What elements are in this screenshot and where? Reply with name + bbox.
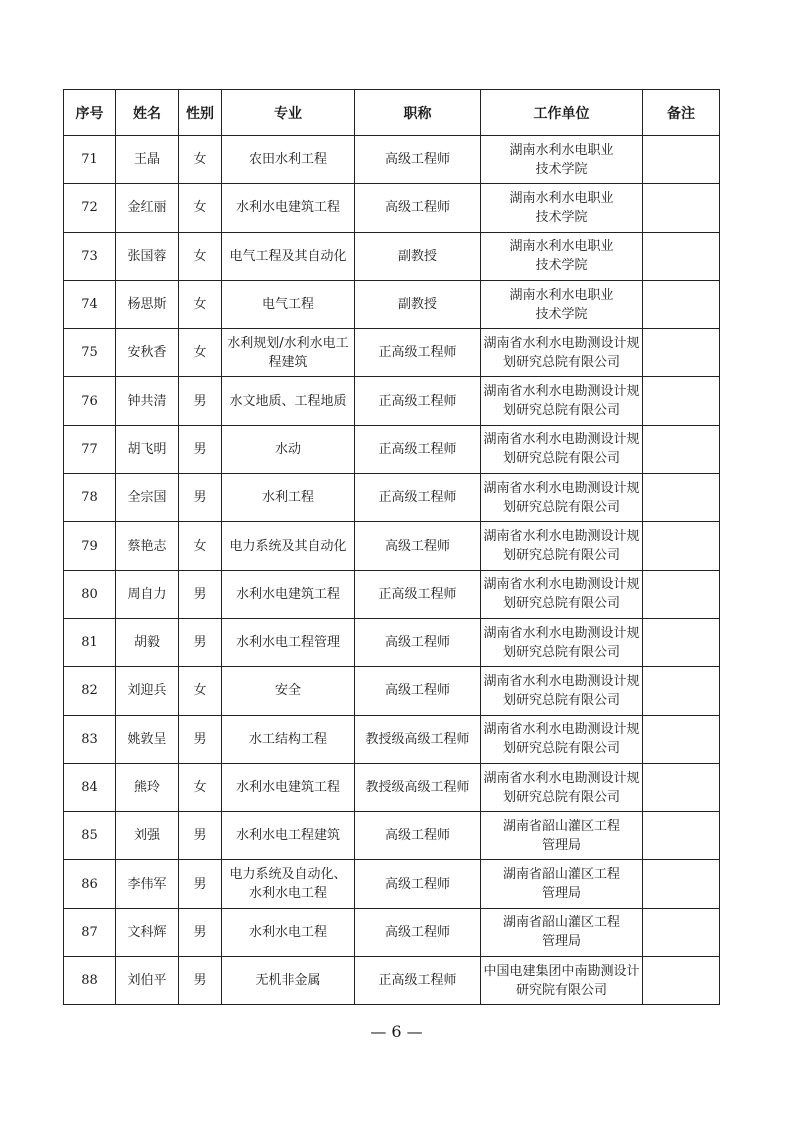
- cell-serial: 83: [64, 715, 116, 763]
- cell-unit: [481, 957, 643, 1005]
- cell-name: 胡毅: [116, 618, 179, 666]
- cell-note: [643, 136, 720, 184]
- cell-serial: 82: [64, 667, 116, 715]
- cell-title-line: 高级工程师: [384, 200, 450, 216]
- cell-title: [355, 715, 481, 763]
- cell-gender: 女: [179, 667, 222, 715]
- table-row: [64, 715, 720, 763]
- cell-unit-line: 技术学院: [535, 258, 588, 274]
- cell-note: [643, 377, 720, 425]
- cell-title-line: 高级工程师: [384, 635, 450, 651]
- cell-major-line: 水利水电工程管理: [235, 635, 340, 651]
- cell-title: [355, 908, 481, 956]
- cell-unit: [481, 618, 643, 666]
- cell-gender: 男: [179, 715, 222, 763]
- cell-unit-line: 划研究总院有限公司: [502, 403, 620, 419]
- cell-unit-line: 划研究总院有限公司: [502, 499, 620, 515]
- cell-major: [222, 860, 355, 908]
- cell-unit-line: 划研究总院有限公司: [502, 741, 620, 757]
- cell-unit: [481, 280, 643, 328]
- cell-major: [222, 763, 355, 811]
- cell-unit-line: 湖南省水利水电勘测设计规: [483, 432, 640, 448]
- cell-gender: 男: [179, 618, 222, 666]
- cell-note: [643, 715, 720, 763]
- cell-unit-line: 划研究总院有限公司: [502, 451, 620, 467]
- cell-gender: 女: [179, 232, 222, 280]
- cell-gender: 男: [179, 425, 222, 473]
- cell-title: [355, 425, 481, 473]
- cell-unit: [481, 570, 643, 618]
- cell-major-line: 水利水电工程: [248, 886, 327, 902]
- cell-unit-line: 湖南省韶山灌区工程: [502, 818, 620, 834]
- cell-unit-line: 划研究总院有限公司: [502, 548, 620, 564]
- cell-major: [222, 329, 355, 377]
- cell-title: [355, 763, 481, 811]
- cell-major-line: 农田水利工程: [248, 152, 327, 168]
- cell-title-line: 正高级工程师: [378, 441, 457, 457]
- cell-serial: 78: [64, 474, 116, 522]
- cell-serial: 85: [64, 812, 116, 860]
- cell-major-line: 电力系统及其自动化: [229, 538, 347, 554]
- cell-title-line: 正高级工程师: [378, 345, 457, 361]
- cell-gender: 女: [179, 522, 222, 570]
- cell-serial: 71: [64, 136, 116, 184]
- cell-name: 熊玲: [116, 763, 179, 811]
- cell-major: [222, 474, 355, 522]
- cell-major-line: 水利工程: [261, 490, 314, 506]
- cell-name: 全宗国: [116, 474, 179, 522]
- cell-note: [643, 667, 720, 715]
- cell-major-line: 水利水电工程: [248, 924, 327, 940]
- cell-serial: 80: [64, 570, 116, 618]
- cell-major: [222, 280, 355, 328]
- cell-note: [643, 425, 720, 473]
- header-note: 备注: [643, 90, 720, 136]
- cell-unit-line: 管理局: [541, 934, 581, 950]
- cell-gender: 男: [179, 957, 222, 1005]
- cell-major-line: 电气工程及其自动化: [229, 248, 347, 264]
- cell-serial: 81: [64, 618, 116, 666]
- cell-note: [643, 474, 720, 522]
- cell-note: [643, 570, 720, 618]
- cell-title-line: 高级工程师: [384, 683, 450, 699]
- cell-title: [355, 618, 481, 666]
- cell-gender: 女: [179, 184, 222, 232]
- cell-unit: [481, 860, 643, 908]
- cell-unit-line: 划研究总院有限公司: [502, 596, 620, 612]
- cell-title: [355, 377, 481, 425]
- cell-serial: 76: [64, 377, 116, 425]
- cell-major: [222, 184, 355, 232]
- cell-gender: 女: [179, 763, 222, 811]
- cell-unit-line: 湖南省水利水电勘测设计规: [483, 480, 640, 496]
- cell-unit-line: 管理局: [541, 837, 581, 853]
- cell-name: 杨思斯: [116, 280, 179, 328]
- cell-name: 文科辉: [116, 908, 179, 956]
- cell-serial: 87: [64, 908, 116, 956]
- cell-major-line: 水利规划/水利水电工: [227, 335, 349, 351]
- cell-title: [355, 232, 481, 280]
- cell-major: [222, 715, 355, 763]
- cell-title: [355, 280, 481, 328]
- cell-gender: 男: [179, 860, 222, 908]
- table-row: [64, 329, 720, 377]
- cell-serial: 84: [64, 763, 116, 811]
- cell-unit-line: 技术学院: [535, 161, 588, 177]
- cell-unit: [481, 184, 643, 232]
- cell-major: [222, 136, 355, 184]
- cell-unit-line: 湖南省韶山灌区工程: [502, 867, 620, 883]
- cell-name: 姚敦呈: [116, 715, 179, 763]
- cell-serial: 86: [64, 860, 116, 908]
- cell-title-line: 教授级高级工程师: [365, 780, 470, 795]
- cell-major-line: 水利水电建筑工程: [235, 200, 340, 216]
- cell-title-line: 高级工程师: [384, 924, 450, 940]
- cell-unit: [481, 377, 643, 425]
- cell-name: 王晶: [116, 136, 179, 184]
- table-row: [64, 136, 720, 184]
- cell-title-line: 高级工程师: [384, 876, 450, 892]
- cell-note: [643, 908, 720, 956]
- cell-title-line: 教授级高级工程师: [365, 731, 470, 747]
- cell-name: 胡飞明: [116, 425, 179, 473]
- cell-unit-line: 湖南水利水电职业: [509, 287, 614, 303]
- table-row: [64, 667, 720, 715]
- cell-unit: [481, 232, 643, 280]
- cell-title: [355, 136, 481, 184]
- cell-unit-line: 中国电建集团中南勘测设计: [483, 963, 640, 979]
- table-row: [64, 570, 720, 618]
- cell-unit: [481, 908, 643, 956]
- cell-unit: [481, 425, 643, 473]
- page-number: — 6 —: [370, 1022, 423, 1041]
- table-row: [64, 957, 720, 1005]
- cell-note: [643, 860, 720, 908]
- table-row: [64, 763, 720, 811]
- table-row: [64, 860, 720, 908]
- cell-gender: 男: [179, 812, 222, 860]
- cell-major-line: 水动: [274, 441, 301, 457]
- cell-major: [222, 667, 355, 715]
- header-gender: 性别: [179, 90, 222, 136]
- cell-title-line: 正高级工程师: [378, 586, 457, 602]
- cell-unit: [481, 763, 643, 811]
- cell-name: 钟共清: [116, 377, 179, 425]
- cell-title-line: 正高级工程师: [378, 973, 457, 989]
- cell-unit-line: 湖南省水利水电勘测设计规: [483, 625, 640, 641]
- cell-note: [643, 280, 720, 328]
- cell-title-line: 高级工程师: [384, 152, 450, 168]
- cell-unit-line: 划研究总院有限公司: [502, 692, 620, 708]
- cell-unit-line: 研究院有限公司: [515, 982, 607, 998]
- cell-unit-line: 湖南省水利水电勘测设计规: [483, 722, 640, 738]
- cell-unit: [481, 136, 643, 184]
- cell-major-line: 水利水电工程建筑: [235, 828, 340, 844]
- cell-unit-line: 划研究总院有限公司: [502, 789, 620, 805]
- cell-major: [222, 570, 355, 618]
- header-unit: 工作单位: [481, 90, 643, 136]
- cell-name: 金红丽: [116, 184, 179, 232]
- cell-unit-line: 技术学院: [535, 306, 588, 322]
- cell-unit-line: 湖南省韶山灌区工程: [502, 915, 620, 931]
- cell-serial: 75: [64, 329, 116, 377]
- cell-note: [643, 184, 720, 232]
- cell-title: [355, 860, 481, 908]
- cell-serial: 73: [64, 232, 116, 280]
- table-row: [64, 425, 720, 473]
- cell-name: 刘强: [116, 812, 179, 860]
- cell-gender: 女: [179, 329, 222, 377]
- cell-unit: [481, 812, 643, 860]
- cell-unit: [481, 667, 643, 715]
- cell-name: 李伟军: [116, 860, 179, 908]
- header-major: 专业: [222, 90, 355, 136]
- cell-unit-line: 划研究总院有限公司: [502, 354, 620, 370]
- cell-unit-line: 湖南水利水电职业: [509, 239, 614, 255]
- cell-major-line: 水利水电建筑工程: [235, 586, 340, 602]
- table-row: [64, 522, 720, 570]
- cell-unit: [481, 715, 643, 763]
- cell-serial: 88: [64, 957, 116, 1005]
- cell-major-line: 安全: [274, 683, 301, 699]
- cell-major: [222, 618, 355, 666]
- table-row: [64, 232, 720, 280]
- cell-serial: 77: [64, 425, 116, 473]
- cell-unit: [481, 522, 643, 570]
- table-row: [64, 280, 720, 328]
- cell-gender: 男: [179, 570, 222, 618]
- header-name: 姓名: [116, 90, 179, 136]
- cell-note: [643, 618, 720, 666]
- cell-title-line: 副教授: [397, 297, 437, 313]
- table-row: [64, 184, 720, 232]
- table-body: [64, 136, 720, 1005]
- cell-unit-line: 湖南水利水电职业: [509, 190, 614, 206]
- cell-unit-line: 湖南省水利水电勘测设计规: [483, 529, 640, 545]
- table-row: [64, 618, 720, 666]
- cell-major: [222, 522, 355, 570]
- cell-unit-line: 湖南省水利水电勘测设计规: [483, 384, 640, 400]
- cell-serial: 72: [64, 184, 116, 232]
- cell-note: [643, 522, 720, 570]
- table-header-row: [64, 90, 720, 136]
- cell-title: [355, 522, 481, 570]
- cell-unit-line: 划研究总院有限公司: [502, 644, 620, 660]
- cell-name: 安秋香: [116, 329, 179, 377]
- table-row: [64, 474, 720, 522]
- cell-gender: 女: [179, 280, 222, 328]
- cell-title: [355, 184, 481, 232]
- table-row: [64, 377, 720, 425]
- cell-unit-line: 湖南水利水电职业: [509, 142, 614, 158]
- table-row: [64, 812, 720, 860]
- cell-major-line: 水利水电建筑工程: [235, 780, 340, 795]
- cell-note: [643, 329, 720, 377]
- cell-major: [222, 908, 355, 956]
- cell-unit-line: 湖南省水利水电勘测设计规: [483, 770, 640, 786]
- cell-serial: 79: [64, 522, 116, 570]
- cell-unit-line: 湖南省水利水电勘测设计规: [483, 577, 640, 593]
- cell-major: [222, 377, 355, 425]
- cell-note: [643, 763, 720, 811]
- cell-gender: 女: [179, 136, 222, 184]
- cell-serial: 74: [64, 280, 116, 328]
- cell-major: [222, 232, 355, 280]
- cell-name: 张国蓉: [116, 232, 179, 280]
- cell-title: [355, 667, 481, 715]
- cell-title: [355, 329, 481, 377]
- cell-gender: 男: [179, 474, 222, 522]
- cell-major-line: 水工结构工程: [248, 731, 327, 747]
- cell-title: [355, 812, 481, 860]
- header-title: 职称: [355, 90, 481, 136]
- cell-major: [222, 425, 355, 473]
- cell-major-line: 电力系统及自动化、: [229, 867, 347, 883]
- cell-title: [355, 957, 481, 1005]
- cell-unit-line: 湖南省水利水电勘测设计规: [483, 673, 640, 689]
- cell-note: [643, 232, 720, 280]
- personnel-table: [63, 89, 720, 1005]
- cell-major-line: 程建筑: [268, 354, 308, 370]
- cell-name: 刘迎兵: [116, 667, 179, 715]
- cell-unit-line: 管理局: [541, 886, 581, 902]
- cell-unit: [481, 474, 643, 522]
- cell-name: 刘伯平: [116, 957, 179, 1005]
- cell-title-line: 高级工程师: [384, 538, 450, 554]
- cell-major-line: 无机非金属: [255, 973, 321, 989]
- cell-note: [643, 957, 720, 1005]
- cell-unit-line: 湖南省水利水电勘测设计规: [483, 335, 640, 351]
- cell-major: [222, 957, 355, 1005]
- cell-major-line: 水文地质、工程地质: [229, 393, 347, 409]
- cell-title-line: 副教授: [397, 248, 437, 264]
- cell-unit: [481, 329, 643, 377]
- cell-title: [355, 474, 481, 522]
- cell-major: [222, 812, 355, 860]
- cell-name: 蔡艳志: [116, 522, 179, 570]
- cell-title-line: 高级工程师: [384, 828, 450, 844]
- cell-title-line: 正高级工程师: [378, 393, 457, 409]
- cell-gender: 男: [179, 377, 222, 425]
- cell-unit-line: 技术学院: [535, 209, 588, 225]
- cell-name: 周自力: [116, 570, 179, 618]
- cell-major-line: 电气工程: [261, 297, 314, 313]
- header-serial: 序号: [64, 90, 116, 136]
- cell-note: [643, 812, 720, 860]
- table-row: [64, 908, 720, 956]
- cell-title: [355, 570, 481, 618]
- cell-title-line: 正高级工程师: [378, 490, 457, 506]
- cell-gender: 男: [179, 908, 222, 956]
